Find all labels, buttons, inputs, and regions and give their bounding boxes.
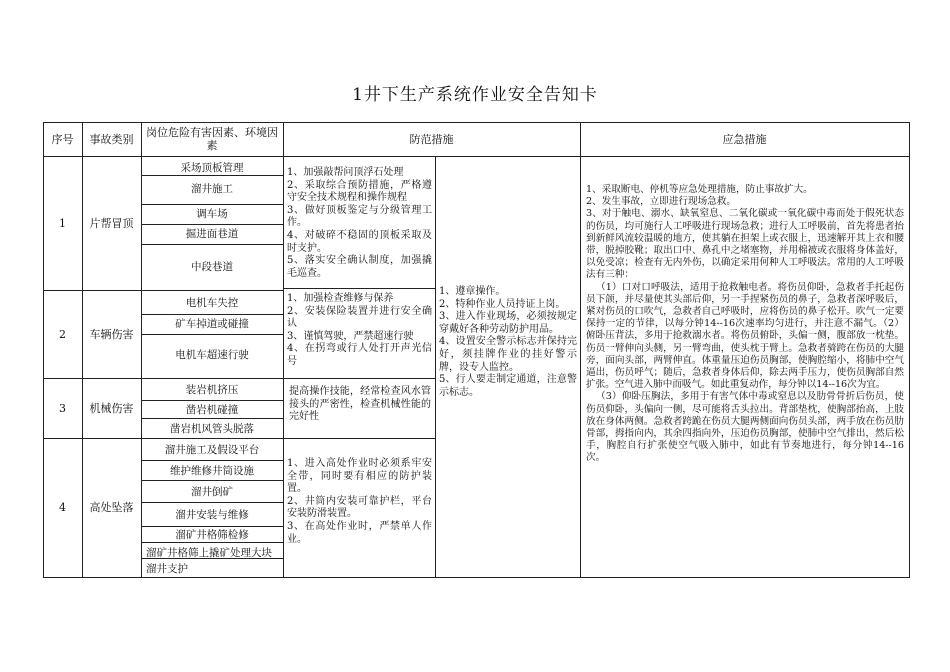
header-seq: 序号 bbox=[51, 132, 74, 146]
emergency-item: （1）口对口呼吸法，适用于抢救触电者。将伤员仰卧，急救者手托起伤员下颌，并尽量使其头部后仰，另一手捏紧伤员的鼻子，急救者深呼吸后，紧对伤员的口吹气，急救者自己呼吸时，应将伤员的鼻子松开。吹气一定要保持一定的节律，以每分钟14--16次速率均匀进行，并注意不漏气。（2）俯卧压背法，多用于抢救溺水者。将伤员俯卧，头偏一侧，腹部放一枕垫。伤员一臂伸向头侧，另一臂弯曲，使头枕于臂上。急救者骑跨在伤员的大腿旁，面向头部，两臂伸直。体重量压迫伤员胸部，使胸腔缩小，将肺中空气逼出，伤员呼气；随后，急救者身体后仰，除去两手压力，使伤员胸部自然扩张。空气进入肺中而吸气。如此重复动作，每分钟以14--16次为宜。 bbox=[586, 281, 904, 391]
hazard-divider bbox=[141, 175, 283, 176]
prevention-measures bbox=[287, 167, 432, 280]
hazard-divider bbox=[141, 460, 283, 461]
col-divider bbox=[580, 122, 581, 578]
emergency-item: 1、采取断电、停机等应急处理措施，防止事故扩大。 bbox=[586, 184, 813, 195]
hazard-item: 凿岩机风管头脱落 bbox=[170, 423, 254, 435]
row-accident-type: 机械伤害 bbox=[89, 401, 134, 415]
measure-item: 4、在拐弯或行人处打开声光信号 bbox=[287, 343, 432, 367]
emergency-item: （3）仰卧压胸法，多用于有害气体中毒或窒息以及肋骨骨折后伤员，使伤员仰卧，头偏向一侧，尽可能将舌头拉出。背部垫枕，使胸部抬高，上肢放在身体两侧。急救者跨跪在伤员大腿两侧面向伤员头部，两手放在伤员肋骨部，拇指向内，其余四指向外，压迫伤员胸部，使肺中空气排出，然后松手，胸腔自行扩张使空气吸入肺中，如此有节奏地进行，每分钟14--16次。 bbox=[586, 391, 904, 464]
measure-item: 5、行人要走制定通道，注意警示标志。 bbox=[439, 374, 577, 398]
table-border-bottom bbox=[43, 577, 910, 578]
header-accident-type: 事故类别 bbox=[89, 132, 134, 146]
hazard-item: 溜矿井格筛检修 bbox=[175, 529, 249, 541]
hazard-item: 装岩机挤压 bbox=[185, 384, 239, 396]
hazard-item: 采场顶板管理 bbox=[180, 162, 244, 174]
hazard-item: 电机车失控 bbox=[185, 297, 239, 309]
hazard-item: 掘进面巷道 bbox=[185, 228, 239, 240]
hazard-divider bbox=[141, 244, 283, 245]
row-seq: 3 bbox=[59, 401, 66, 415]
emergency-item: 2、发生事故，立即进行现场急救。 bbox=[586, 196, 737, 208]
col-divider bbox=[435, 156, 436, 578]
measure-item: 5、落实安全确认制度，加强撬毛巡查。 bbox=[287, 255, 432, 279]
page-title: 1井下生产系统作业安全告知卡 bbox=[352, 85, 598, 105]
header-divider bbox=[43, 156, 910, 157]
hazard-divider bbox=[141, 334, 283, 335]
measure-item: 1、加强检查维修与保养 bbox=[287, 293, 394, 304]
measure-item: 4、设置安全警示标志并保持完好，须挂牌作业的挂好警示牌，设专人监控。 bbox=[439, 336, 577, 373]
measure-item: 2、安装保险装置并进行安全确认 bbox=[287, 305, 432, 330]
measure-item: 3、在高处作业时，严禁单人作业。 bbox=[287, 520, 432, 545]
hazard-item: 溜井倒矿 bbox=[191, 486, 233, 498]
row-accident-type: 高处坠落 bbox=[89, 501, 134, 514]
hazard-item: 溜井安装与维修 bbox=[175, 509, 249, 521]
measure-item: 2、特种作业人员持证上岗。 bbox=[439, 298, 566, 310]
measure-item: 3、进入作业现场，必须按规定穿戴好各种劳动防护用品。 bbox=[439, 311, 577, 335]
measure-item: 提高操作技能，经常检查风水管接头的严密性，检查机械性能的完好性 bbox=[289, 386, 431, 423]
hazard-divider bbox=[141, 224, 283, 225]
row-seq: 2 bbox=[59, 327, 66, 341]
measure-item: 1、遵章操作。 bbox=[439, 286, 506, 297]
row-divider bbox=[283, 288, 435, 289]
hazard-item: 溜矿井格筛上撬矿处理大块溜井支护 bbox=[146, 547, 272, 575]
measure-item: 2、采取综合预防措施，严格遵守安全技术规程和操作规程 bbox=[287, 179, 432, 204]
row-accident-type: 片帮冒顶 bbox=[89, 216, 134, 230]
hazard-item: 凿岩机碰撞 bbox=[185, 404, 239, 416]
hazard-item: 矿车掉道或碰撞 bbox=[175, 318, 249, 330]
prevention-measures bbox=[287, 293, 432, 369]
emergency-item: 3、对于触电、溺水、缺氧窒息、二氧化碳或一氧化碳中毒而处于假死状态的伤员，均可施行人工呼吸进行现场急救；进行人工呼吸前，首先将患者抬到新鲜风流较温暖的地方，使其躺在担架上或衣服上，迅速解开其上衣和腰带，脱掉胶靴；取出口中、鼻孔中之堵塞物，并用棉被或衣服将身体盖好，以免受凉；检查有无内外伤，以确定采用何种人工呼吸法。常用的人工呼吸法有三种： bbox=[586, 208, 904, 281]
prevention-measures bbox=[287, 458, 432, 546]
prevention-measures bbox=[289, 386, 431, 424]
measure-item: 3、谨慎驾驶，严禁超速行驶 bbox=[287, 330, 414, 342]
col-divider bbox=[283, 122, 284, 578]
measure-item: 1、进入高处作业时必须系牢安全带，同时要有相应的防护装置。 bbox=[287, 458, 432, 495]
hazard-divider bbox=[141, 542, 283, 543]
hazard-item: 调车场 bbox=[196, 208, 228, 220]
hazard-item: 溜井施工及假设平台 bbox=[164, 444, 260, 456]
hazard-divider bbox=[141, 204, 283, 205]
hazard-item: 电机车超速行驶 bbox=[175, 349, 249, 361]
header-prevention: 防范措施 bbox=[409, 132, 454, 146]
hazard-item: 维护维修井筒设施 bbox=[170, 465, 254, 477]
table-border-right bbox=[909, 122, 910, 578]
hazard-divider bbox=[141, 502, 283, 503]
hazard-divider bbox=[141, 418, 283, 419]
hazard-divider bbox=[141, 400, 283, 401]
hazard-divider bbox=[141, 480, 283, 481]
row-accident-type: 车辆伤害 bbox=[89, 327, 134, 341]
measure-item: 3、做好顶板鉴定与分级管理工作。 bbox=[287, 204, 432, 229]
emergency-measures bbox=[586, 184, 904, 465]
row-seq: 1 bbox=[59, 216, 66, 230]
hazard-divider bbox=[141, 526, 283, 527]
header-hazards: 岗位危险有害因素、环境因素 bbox=[146, 126, 278, 152]
common-measures bbox=[439, 286, 577, 399]
measure-item: 4、对破碎不稳固的顶板采取及时支护。 bbox=[287, 229, 432, 254]
hazard-divider bbox=[141, 314, 283, 315]
measure-item: 2、井筒内安装可靠护栏，平台安装防滑装置。 bbox=[287, 495, 432, 520]
row-seq: 4 bbox=[59, 501, 66, 514]
hazard-item: 溜井施工 bbox=[191, 183, 233, 195]
measure-item: 1、加强敲帮问顶浮石处理 bbox=[287, 167, 404, 178]
header-emergency: 应急措施 bbox=[722, 132, 767, 146]
hazard-item: 中段巷道 bbox=[191, 261, 233, 273]
